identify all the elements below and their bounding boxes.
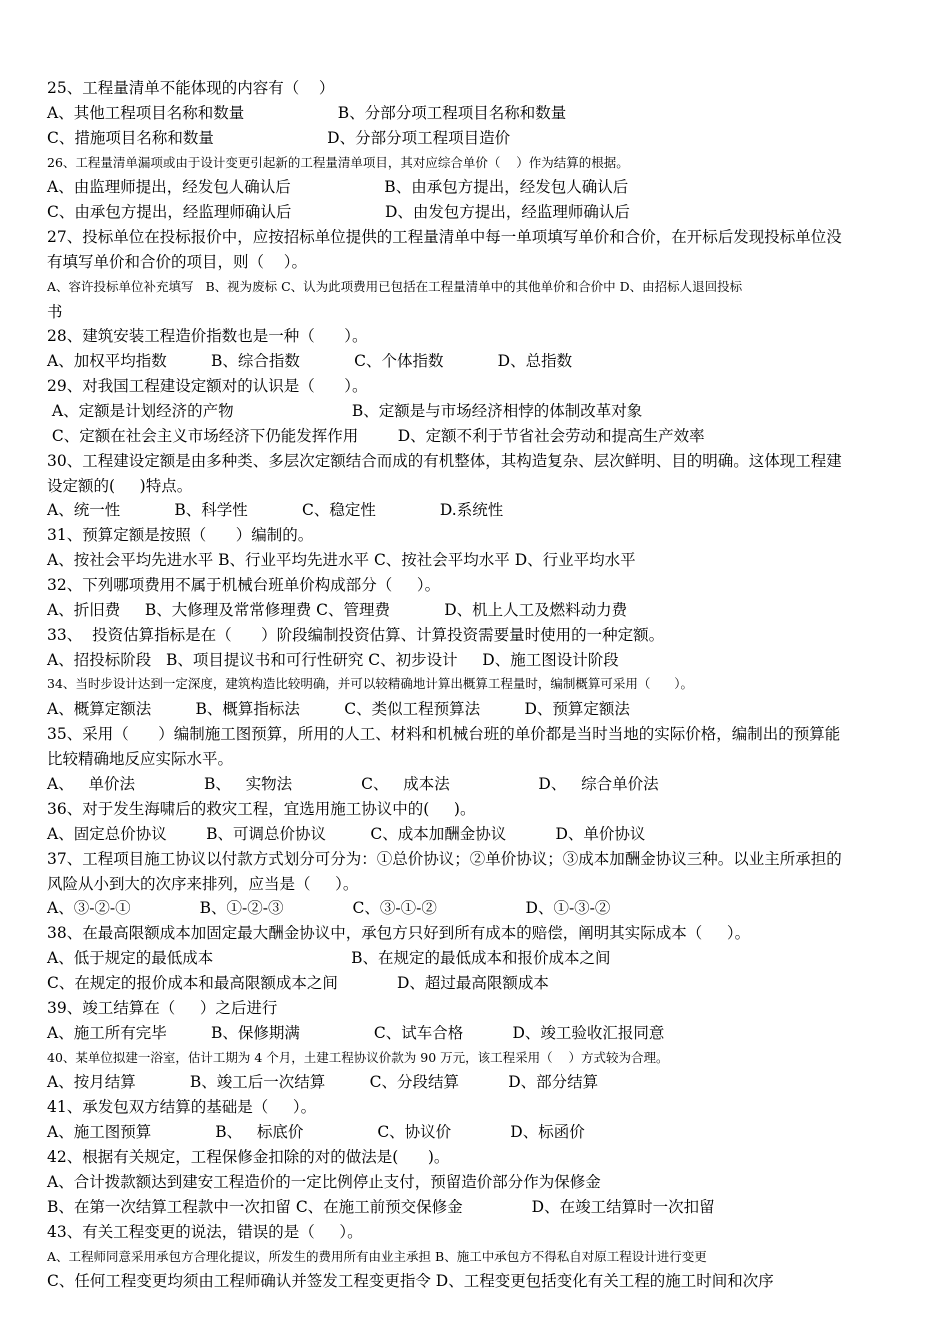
q25-options-ab: A、其他工程项目名称和数量 B、分部分项工程项目名称和数量 (47, 104, 567, 122)
question-38: 38、在最高限额成本加固定最大酬金协议中，承包方只好到所有成本的赔偿，阐明其实际成本（ ）。 (47, 924, 751, 942)
question-39: 39、竣工结算在（ ）之后进行 (47, 999, 278, 1017)
q31-options: A、按社会平均先进水平 B、行业平均先进水平 C、按社会平均水平 D、行业平均水平 (47, 551, 636, 569)
question-30-cont: 设定额的( )特点。 (47, 477, 193, 495)
question-30: 30、工程建设定额是由多种类、多层次定额结合而成的有机整体，其构造复杂、层次鲜明、目的明确。这体现工程建 (47, 452, 842, 470)
q41-options: A、施工图预算 B、 标底价 C、协议价 D、标函价 (47, 1123, 585, 1141)
q33-options: A、招投标阶段 B、项目提议书和可行性研究 C、初步设计 D、施工图设计阶段 (47, 651, 619, 669)
question-27: 27、投标单位在投标报价中，应按招标单位提供的工程量清单中每一单项填写单价和合价，在开标后发现投标单位没 (47, 228, 842, 246)
question-35: 35、采用（ ）编制施工图预算，所用的人工、材料和机械台班的单价都是当时当地的实际价格，编制出的预算能 (47, 725, 841, 743)
question-28: 28、建筑安装工程造价指数也是一种（ ）。 (47, 327, 368, 345)
question-29: 29、对我国工程建设定额对的认识是（ ）。 (47, 377, 368, 395)
q39-options: A、施工所有完毕 B、保修期满 C、试车合格 D、竣工验收汇报同意 (47, 1024, 665, 1042)
q29-options-ab: A、定额是计划经济的产物 B、定额是与市场经济相悖的体制改革对象 (47, 402, 643, 420)
question-37: 37、工程项目施工协议以付款方式划分可分为：①总价协议；②单价协议；③成本加酬金协议三种。以业主所承担的 (47, 850, 842, 868)
question-27-cont: 有填写单价和合价的项目，则（ ）。 (47, 253, 307, 271)
q26-options-ab: A、由监理师提出，经发包人确认后 B、由承包方提出，经发包人确认后 (47, 178, 629, 196)
q25-options-cd: C、措施项目名称和数量 D、分部分项工程项目造价 (47, 129, 511, 147)
question-41: 41、承发包双方结算的基础是（ ）。 (47, 1098, 317, 1116)
q30-options: A、统一性 B、科学性 C、稳定性 D.系统性 (47, 501, 504, 519)
question-42: 42、根据有关规定，工程保修金扣除的对的做法是( )。 (47, 1148, 450, 1166)
question-40: 40、某单位拟建一浴室，估计工期为 4 个月，土建工程协议价款为 90 万元，该工程采用（ ）方式较为合理。 (47, 1050, 669, 1065)
question-43: 43、有关工程变更的说法，错误的是（ ）。 (47, 1223, 363, 1241)
q43-options-cd: C、任何工程变更均须由工程师确认并签发工程变更指令 D、工程变更包括变化有关工程的施工时间和次序 (47, 1272, 774, 1290)
q32-options: A、折旧费 B、大修理及常常修理费 C、管理费 D、机上人工及燃料动力费 (47, 601, 628, 619)
question-34: 34、当时步设计达到一定深度，建筑构造比较明确，并可以较精确地计算出概算工程量时，编制概算可采用（ ）。 (47, 676, 693, 691)
q26-options-cd: C、由承包方提出，经监理师确认后 D、由发包方提出，经监理师确认后 (47, 203, 630, 221)
question-33: 33、 投资估算指标是在（ ）阶段编制投资估算、计算投资需要量时使用的一种定额。 (47, 626, 665, 644)
q37-options: A、③-②-① B、①-②-③ C、③-①-② D、①-③-② (47, 899, 611, 917)
question-31: 31、预算定额是按照（ ）编制的。 (47, 526, 314, 544)
q40-options: A、按月结算 B、竣工后一次结算 C、分段结算 D、部分结算 (47, 1073, 599, 1091)
q29-options-cd: C、定额在社会主义市场经济下仍能发挥作用 D、定额不利于节省社会劳动和提高生产效率 (47, 427, 705, 445)
q36-options: A、固定总价协议 B、可调总价协议 C、成本加酬金协议 D、单价协议 (47, 825, 646, 843)
q42-options-bcd: B、在第一次结算工程款中一次扣留 C、在施工前预交保修金 D、在竣工结算时一次扣留 (47, 1198, 715, 1216)
question-36: 36、对于发生海啸后的救灾工程，宜选用施工协议中的( )。 (47, 800, 476, 818)
question-37-cont: 风险从小到大的次序来排列，应当是（ ）。 (47, 875, 359, 893)
q27-options: A、容许投标单位补充填写 B、视为废标 C、认为此项费用已包括在工程量清单中的其他单价和合价中 D、由招标人退回投标 (47, 279, 743, 294)
q38-options-ab: A、低于规定的最低成本 B、在规定的最低成本和报价成本之间 (47, 949, 611, 967)
q27-options-cont: 书 (47, 303, 63, 321)
q43-options-ab: A、工程师同意采用承包方合理化提议，所发生的费用所有由业主承担 B、施工中承包方不得私自对原工程设计进行变更 (47, 1249, 707, 1264)
q34-options: A、概算定额法 B、概算指标法 C、类似工程预算法 D、预算定额法 (47, 700, 630, 718)
question-25: 25、工程量清单不能体现的内容有（ ） (47, 79, 335, 97)
q42-option-a: A、合计拨款额达到建安工程造价的一定比例停止支付，预留造价部分作为保修金 (47, 1173, 601, 1191)
question-32: 32、下列哪项费用不属于机械台班单价构成部分（ ）。 (47, 576, 441, 594)
q35-options: A、 单价法 B、 实物法 C、 成本法 D、 综合单价法 (47, 775, 659, 793)
q28-options: A、加权平均指数 B、综合指数 C、个体指数 D、总指数 (47, 352, 573, 370)
q38-options-cd: C、在规定的报价成本和最高限额成本之间 D、超过最高限额成本 (47, 974, 549, 992)
question-26: 26、工程量清单漏项或由于设计变更引起新的工程量清单项目，其对应综合单价（ ）作为结算的根据。 (47, 155, 629, 170)
question-35-cont: 比较精确地反应实际水平。 (47, 750, 234, 768)
